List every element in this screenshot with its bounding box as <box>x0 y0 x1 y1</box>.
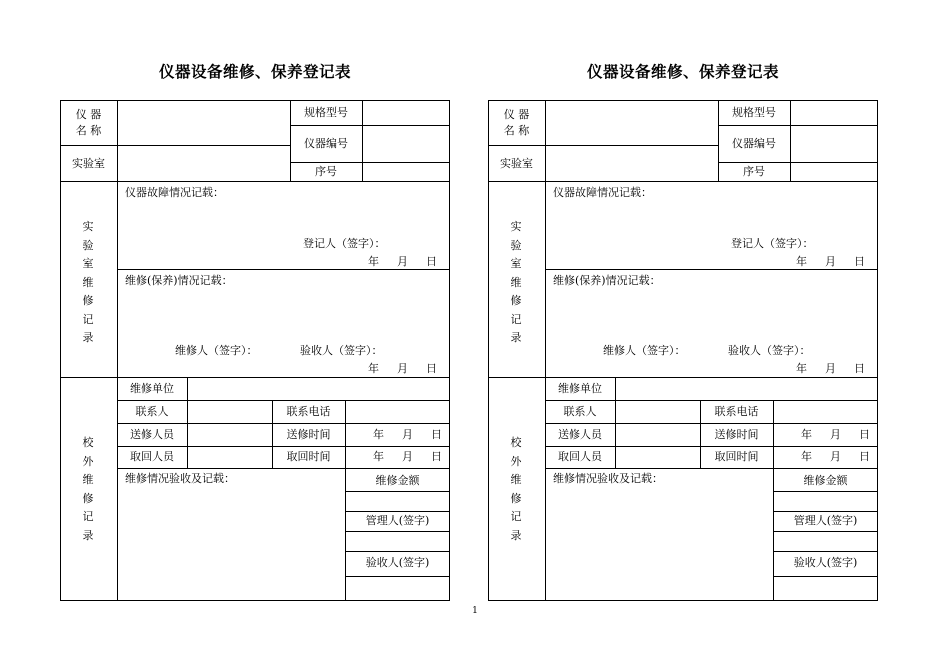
lab-label: 实验室 <box>72 157 105 170</box>
lab-repair-vertical-label: 实 验 室 维 修 记 录 <box>82 220 94 344</box>
repairer-label: 维修人（签字）： <box>603 344 686 357</box>
repair-amount-label: 维修金额 <box>375 474 420 487</box>
repair-amount-label: 维修金额 <box>803 474 848 487</box>
offsite-repair-vertical-label: 校 外 维 修 记 录 <box>510 436 522 542</box>
offsite-repair-vertical-label: 校 外 维 修 记 录 <box>82 436 94 542</box>
send-time-label: 送修时间 <box>286 428 331 441</box>
retriever-label: 取回人员 <box>130 450 174 463</box>
repair-maint-record-label: 维修(保养)情况记载： <box>125 274 233 287</box>
send-date-row: 年 月 日 <box>801 428 870 441</box>
contact-phone-label: 联系电话 <box>286 405 331 418</box>
spec-model-label: 规格型号 <box>304 106 348 119</box>
repair-unit-label: 维修单位 <box>130 382 174 395</box>
spec-model-label: 规格型号 <box>732 106 776 119</box>
manager-sign-label: 管理人(签字) <box>365 514 430 527</box>
repair-unit-label: 维修单位 <box>558 382 602 395</box>
retrieve-time-label: 取回时间 <box>286 450 331 463</box>
serial-label: 序号 <box>743 165 765 178</box>
acceptor-sign-label: 验收人(签字) <box>793 556 858 569</box>
form-grid <box>60 100 450 601</box>
retrieve-time-label: 取回时间 <box>714 450 759 463</box>
send-time-label: 送修时间 <box>714 428 759 441</box>
repair-form-right <box>488 0 878 620</box>
date-row: 年 月 日 <box>796 362 865 375</box>
serial-label: 序号 <box>315 165 337 178</box>
form-title: 仪器设备维修、保养登记表 <box>158 63 351 81</box>
form-title: 仪器设备维修、保养登记表 <box>586 63 779 81</box>
registrant-label: 登记人（签字）： <box>303 237 386 250</box>
repairer-label: 维修人（签字）： <box>175 344 258 357</box>
instrument-name-label: 仪 器 名 称 <box>503 108 530 137</box>
sender-label: 送修人员 <box>558 428 602 441</box>
fault-record-label: 仪器故障情况记载： <box>553 186 652 199</box>
retrieve-date-row: 年 月 日 <box>373 450 442 463</box>
sender-label: 送修人员 <box>130 428 174 441</box>
instrument-no-label: 仪器编号 <box>304 137 348 150</box>
acceptance-record-label: 维修情况验收及记载： <box>553 472 663 485</box>
acceptance-record-label: 维修情况验收及记载： <box>125 472 235 485</box>
contact-phone-label: 联系电话 <box>714 405 759 418</box>
retriever-label: 取回人员 <box>558 450 602 463</box>
lab-label: 实验室 <box>500 157 533 170</box>
contact-person-label: 联系人 <box>563 405 597 418</box>
fault-record-label: 仪器故障情况记载： <box>125 186 224 199</box>
instrument-no-label: 仪器编号 <box>732 137 776 150</box>
contact-person-label: 联系人 <box>135 405 169 418</box>
page-number: 1 <box>472 606 478 616</box>
form-grid <box>488 100 878 601</box>
acceptor-label: 验收人（签字）： <box>728 344 811 357</box>
retrieve-date-row: 年 月 日 <box>801 450 870 463</box>
registrant-label: 登记人（签字）： <box>731 237 814 250</box>
date-row: 年 月 日 <box>368 362 437 375</box>
manager-sign-label: 管理人(签字) <box>793 514 858 527</box>
repair-maint-record-label: 维修(保养)情况记载： <box>553 274 661 287</box>
send-date-row: 年 月 日 <box>373 428 442 441</box>
lab-repair-vertical-label: 实 验 室 维 修 记 录 <box>510 220 522 344</box>
repair-form-left <box>60 0 450 620</box>
instrument-name-label: 仪 器 名 称 <box>75 108 102 137</box>
acceptor-sign-label: 验收人(签字) <box>365 556 430 569</box>
date-row: 年 月 日 <box>368 255 437 268</box>
acceptor-label: 验收人（签字）： <box>300 344 383 357</box>
date-row: 年 月 日 <box>796 255 865 268</box>
